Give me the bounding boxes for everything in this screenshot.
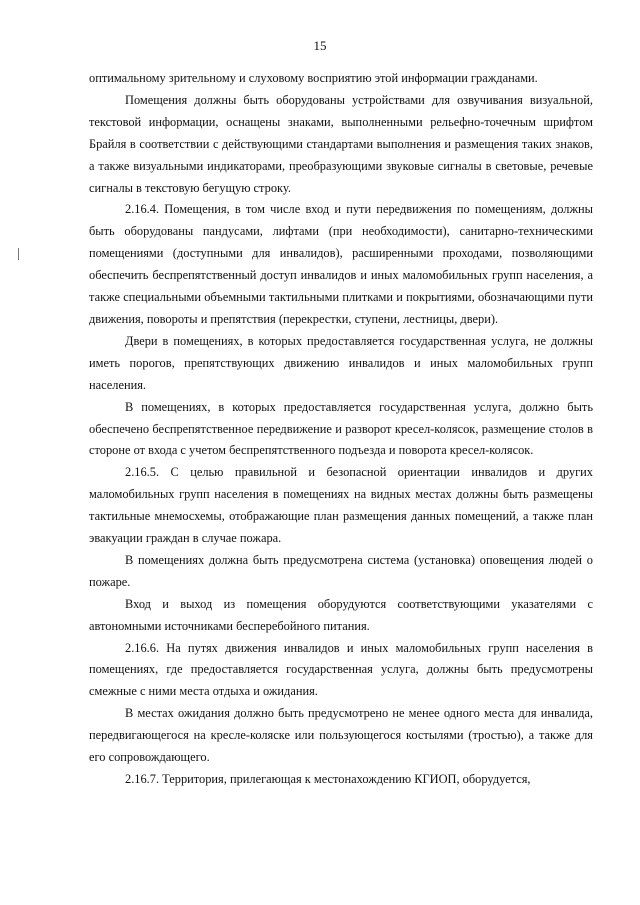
paragraph-2-16-4: 2.16.4. Помещения, в том числе вход и пути передвижения по помещениям, должны быть оборудованы пандусами, лифтами (при необходимости), санитарно-техническими помещениями (доступными для инвалидов), расширенными проходами, позволяющими обеспечить беспрепятственный доступ инвалидов и иных маломобильных групп населения, а также специальными объемными тактильными плитками и покрытиями, обозначающими пути движения, повороты и препятствия (перекрестки, ступени, лестницы, двери).: [89, 202, 593, 326]
paragraph-2-16-5: 2.16.5. С целью правильной и безопасной ориентации инвалидов и других маломобильных групп населения в помещениях на видных местах должны быть размещены тактильные мнемосхемы, отображающие план размещения данных помещений, а также план эвакуации граждан в случае пожара.: [89, 465, 593, 546]
paragraph-wheelchair-movement: В помещениях, в которых предоставляется государственная услуга, должно быть обеспечено беспрепятственное передвижение и разворот кресел-колясок, размещение столов в стороне от входа с учетом беспрепятственного подъезда и поворота кресел-колясок.: [89, 399, 593, 458]
paragraph-fire-alarm: В помещениях должна быть предусмотрена система (установка) оповещения людей о пожаре.: [89, 552, 593, 589]
paragraph-entrance-exit: Вход и выход из помещения оборудуются соответствующими указателями с автономными источниками бесперебойного питания.: [89, 596, 593, 633]
margin-mark: [18, 248, 19, 260]
paragraph-braille-equipment: Помещения должны быть оборудованы устройствами для озвучивания визуальной, текстовой информации, оснащены знаками, выполненными рельефно-точечным шрифтом Брайля в соответствии с действующими стандартами выполнения и размещения таких знаков, а также визуальными индикаторами, преобразующими звуковые сигналы в световые, речевые сигналы в текстовую бегущую строку.: [89, 92, 593, 195]
page-number: 15: [313, 38, 327, 53]
paragraph-continuation: оптимальному зрительному и слуховому восприятию этой информации гражданами.: [89, 71, 538, 85]
paragraph-2-16-6: 2.16.6. На путях движения инвалидов и иных маломобильных групп населения в помещениях, где предоставляется государственная услуга, должны быть предусмотрены смежные с ними места отдыха и ожидания.: [89, 640, 593, 699]
paragraph-waiting-places: В местах ожидания должно быть предусмотрено не менее одного места для инвалида, передвигающегося на кресле-коляске или пользующегося костылями (тростью), а также для его сопровождающего.: [89, 706, 593, 765]
document-body: [89, 68, 593, 791]
paragraph-2-16-7: 2.16.7. Территория, прилегающая к местонахождению КГИОП, оборудуется,: [125, 772, 531, 786]
paragraph-doors: Двери в помещениях, в которых предоставляется государственная услуга, не должны иметь порогов, препятствующих движению инвалидов и иных маломобильных групп населения.: [89, 333, 593, 392]
